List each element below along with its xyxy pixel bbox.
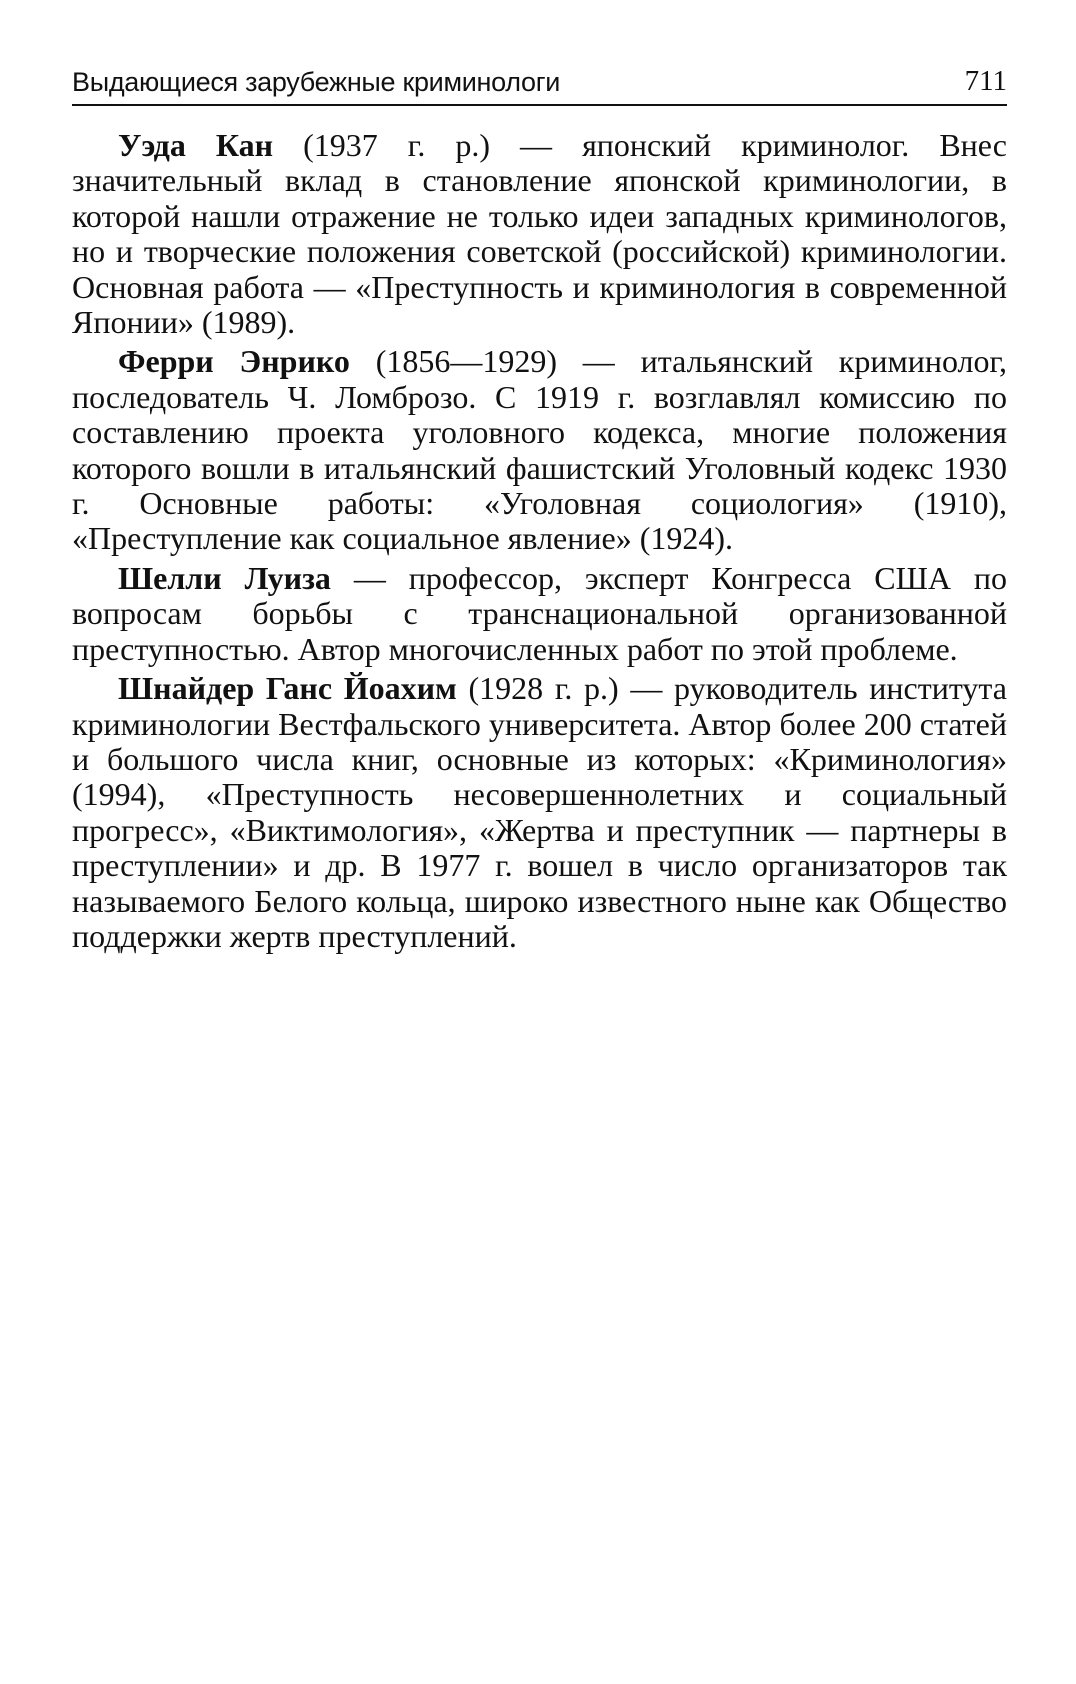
running-header: [72, 58, 1007, 106]
entry-schneider-hans-joachim: [72, 671, 1007, 954]
running-title: Выдающиеся зарубежные криминологи: [72, 67, 561, 97]
entry-name: Шелли Луиза: [118, 559, 331, 596]
page-number: 711: [964, 65, 1007, 97]
book-page: [72, 58, 1007, 958]
entry-shelley-louise: [72, 561, 1007, 667]
entry-name: Уэда Кан: [118, 127, 274, 163]
entry-text: (1856—1929) — итальянский криминолог, последователь Ч. Ломброзо. С 1919 г. возглавлял комиссию по составлению проекта уголовного кодекса, многие положения которого вошли в итальянский фашистский Уголовный кодекс 1930 г. Основные работы: «Уголовная социология» (1910), «Преступление как социальное явление» (1924).: [72, 343, 1008, 557]
entry-text: (1937 г. р.) — японский криминолог. Внес значительный вклад в становление японской криминологии, в которой нашли отражение не только идеи западных криминологов, но и творческие положения советской (российской) криминологии. Основная работа — «Преступность и криминология в современной Японии» (1989).: [72, 127, 1008, 341]
entry-list: [72, 128, 1007, 954]
entry-ferri-enrico: [72, 344, 1007, 556]
entry-text: (1928 г. р.) — руководитель института криминологии Вестфальского университета. Автор более 200 статей и большого числа книг, основные из которых: «Криминология» (1994), «Преступность несовершеннолетних и социальный прогресс», «Виктимология», «Жертва и преступник — партнеры в преступлении» и др. В 1977 г. вошел в число организаторов так называемого Белого кольца, широко известного ныне как Общество поддержки жертв преступлений.: [72, 670, 1008, 954]
entry-name: Ферри Энрико: [118, 343, 350, 380]
entry-text: — профессор, эксперт Конгресса США по вопросам борьбы с транснациональной организованной преступностью. Автор многочисленных работ по этой проблеме.: [72, 559, 1008, 667]
entry-ueda-kan: [72, 128, 1007, 340]
entry-name: Шнайдер Ганс Йоахим: [118, 670, 457, 707]
